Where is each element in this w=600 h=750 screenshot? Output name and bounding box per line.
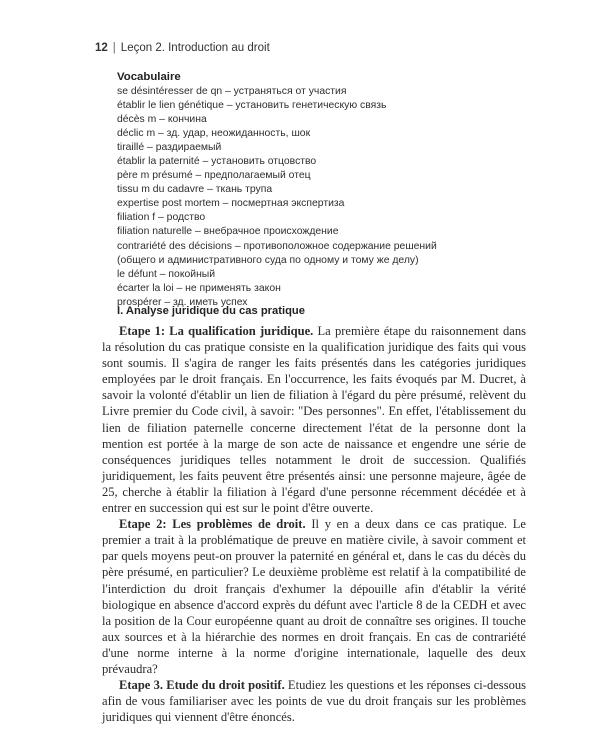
vocabulary-line: se désintéresser de qn – устраняться от участия xyxy=(117,86,347,97)
vocabulary-line: écarter la loi – не применять закон xyxy=(117,282,281,294)
vocabulary-line: prospérer – зд. иметь успех xyxy=(117,296,248,308)
vocabulary-line: (общего и административного суда по одному и тому же делу) xyxy=(117,254,419,266)
vocabulary-title: Vocabulaire xyxy=(117,71,181,83)
vocabulary-line: le défunt – покойный xyxy=(117,268,216,280)
vocabulary-line: établir le lien génétique – установить генетическую связь xyxy=(117,100,387,112)
step-label: Etape 1: La qualification juridique. xyxy=(119,324,314,338)
step-paragraph xyxy=(102,323,526,516)
step-text: Etudiez les questions et les réponses ci-dessous afin de vous familiariser avec les points de vue du droit français sur les problèmes juridiques qui viennent d'être énoncés. xyxy=(102,678,527,725)
step-label: Etape 3. Etude du droit positif. xyxy=(119,678,285,693)
step-paragraph xyxy=(102,677,526,725)
step-label: Etape 2: Les problèmes de droit. xyxy=(119,517,306,532)
vocabulary-line: établir la paternité – установить отцовство xyxy=(117,156,317,168)
vocabulary-line: tiraillé – раздираемый xyxy=(117,142,222,154)
vocabulary-line: déclic m – зд. удар, неожиданность, шок xyxy=(117,128,311,140)
analysis-body xyxy=(102,323,526,725)
vocabulary-line: contrariété des décisions – противоположное содержание решений xyxy=(117,240,437,252)
vocabulary-block xyxy=(117,70,517,310)
vocabulary-line: père m présumé – предполагаемый отец xyxy=(117,170,311,182)
running-header xyxy=(95,42,525,54)
page-number: 12 xyxy=(95,42,108,54)
step-text: La première étape du raisonnement dans la résolution du cas pratique consiste en la qualification juridique des faits qui vous sont soumis. Il s'agira de ranger les faits présentés dans les catégories juridiques employées par le droit français. En l'occurrence, les faits évoqués par M. Ducret, à savoir la volonté d'établir un lien de filiation à l'égard du père présumé, relèvent du Livre premier du Code civil, à savoir: "Des personnes". En effet, l'établissement du lien de filiation paternelle concerne directement l'état de la personne dont la mention est portée à la marge de son acte de naissance et engendre une série de conséquences juridiques telles notamment le droit de succession. Qualifiés juridiquement, les faits peuvent être présentés ainsi: une personne majeure, âgée de 25, cherche à établir la filiation à l'égard d'une personne récemment décédée et à entrer en succession qui est sur le point d'être ouverte. xyxy=(102,324,526,516)
header-separator: | xyxy=(112,42,116,54)
step-text: Il y en a deux dans ce cas pratique. Le premier a trait à la problématique de preuve en matière civile, à savoir comment et par quels moyens peut-on prouver la paternité en général et, dans le cas du décès du père présumé, en particulier? Le deuxième problème est relatif à la compatibilité de l'interdiction du droit français d'exhumer la dépouille afin d'établir la vérité biologique en absence d'accord exprès du défunt avec l'article 8 de la CEDH et avec la position de la Cour européenne quant au droit de connaître ses origines. Il touche aux sources et à la hiérarchie des normes en droit français. En cas de contrariété d'une norme interne à la norme d'origine internationale, laquelle des deux prévaudra? xyxy=(102,517,527,676)
vocabulary-line: décès m – кончина xyxy=(117,114,207,126)
vocabulary-line: filiation naturelle – внебрачное происхождение xyxy=(117,226,339,238)
lesson-title: Leçon 2. Introduction au droit xyxy=(120,42,270,54)
vocabulary-line: filiation f – родство xyxy=(117,212,206,224)
vocabulary-line: tissu m du cadavre – ткань трупа xyxy=(117,184,273,196)
step-paragraph xyxy=(102,516,526,677)
vocabulary-line: expertise post mortem – посмертная экспертиза xyxy=(117,198,345,210)
section-title: I. Analyse juridique du cas pratique xyxy=(117,305,305,317)
